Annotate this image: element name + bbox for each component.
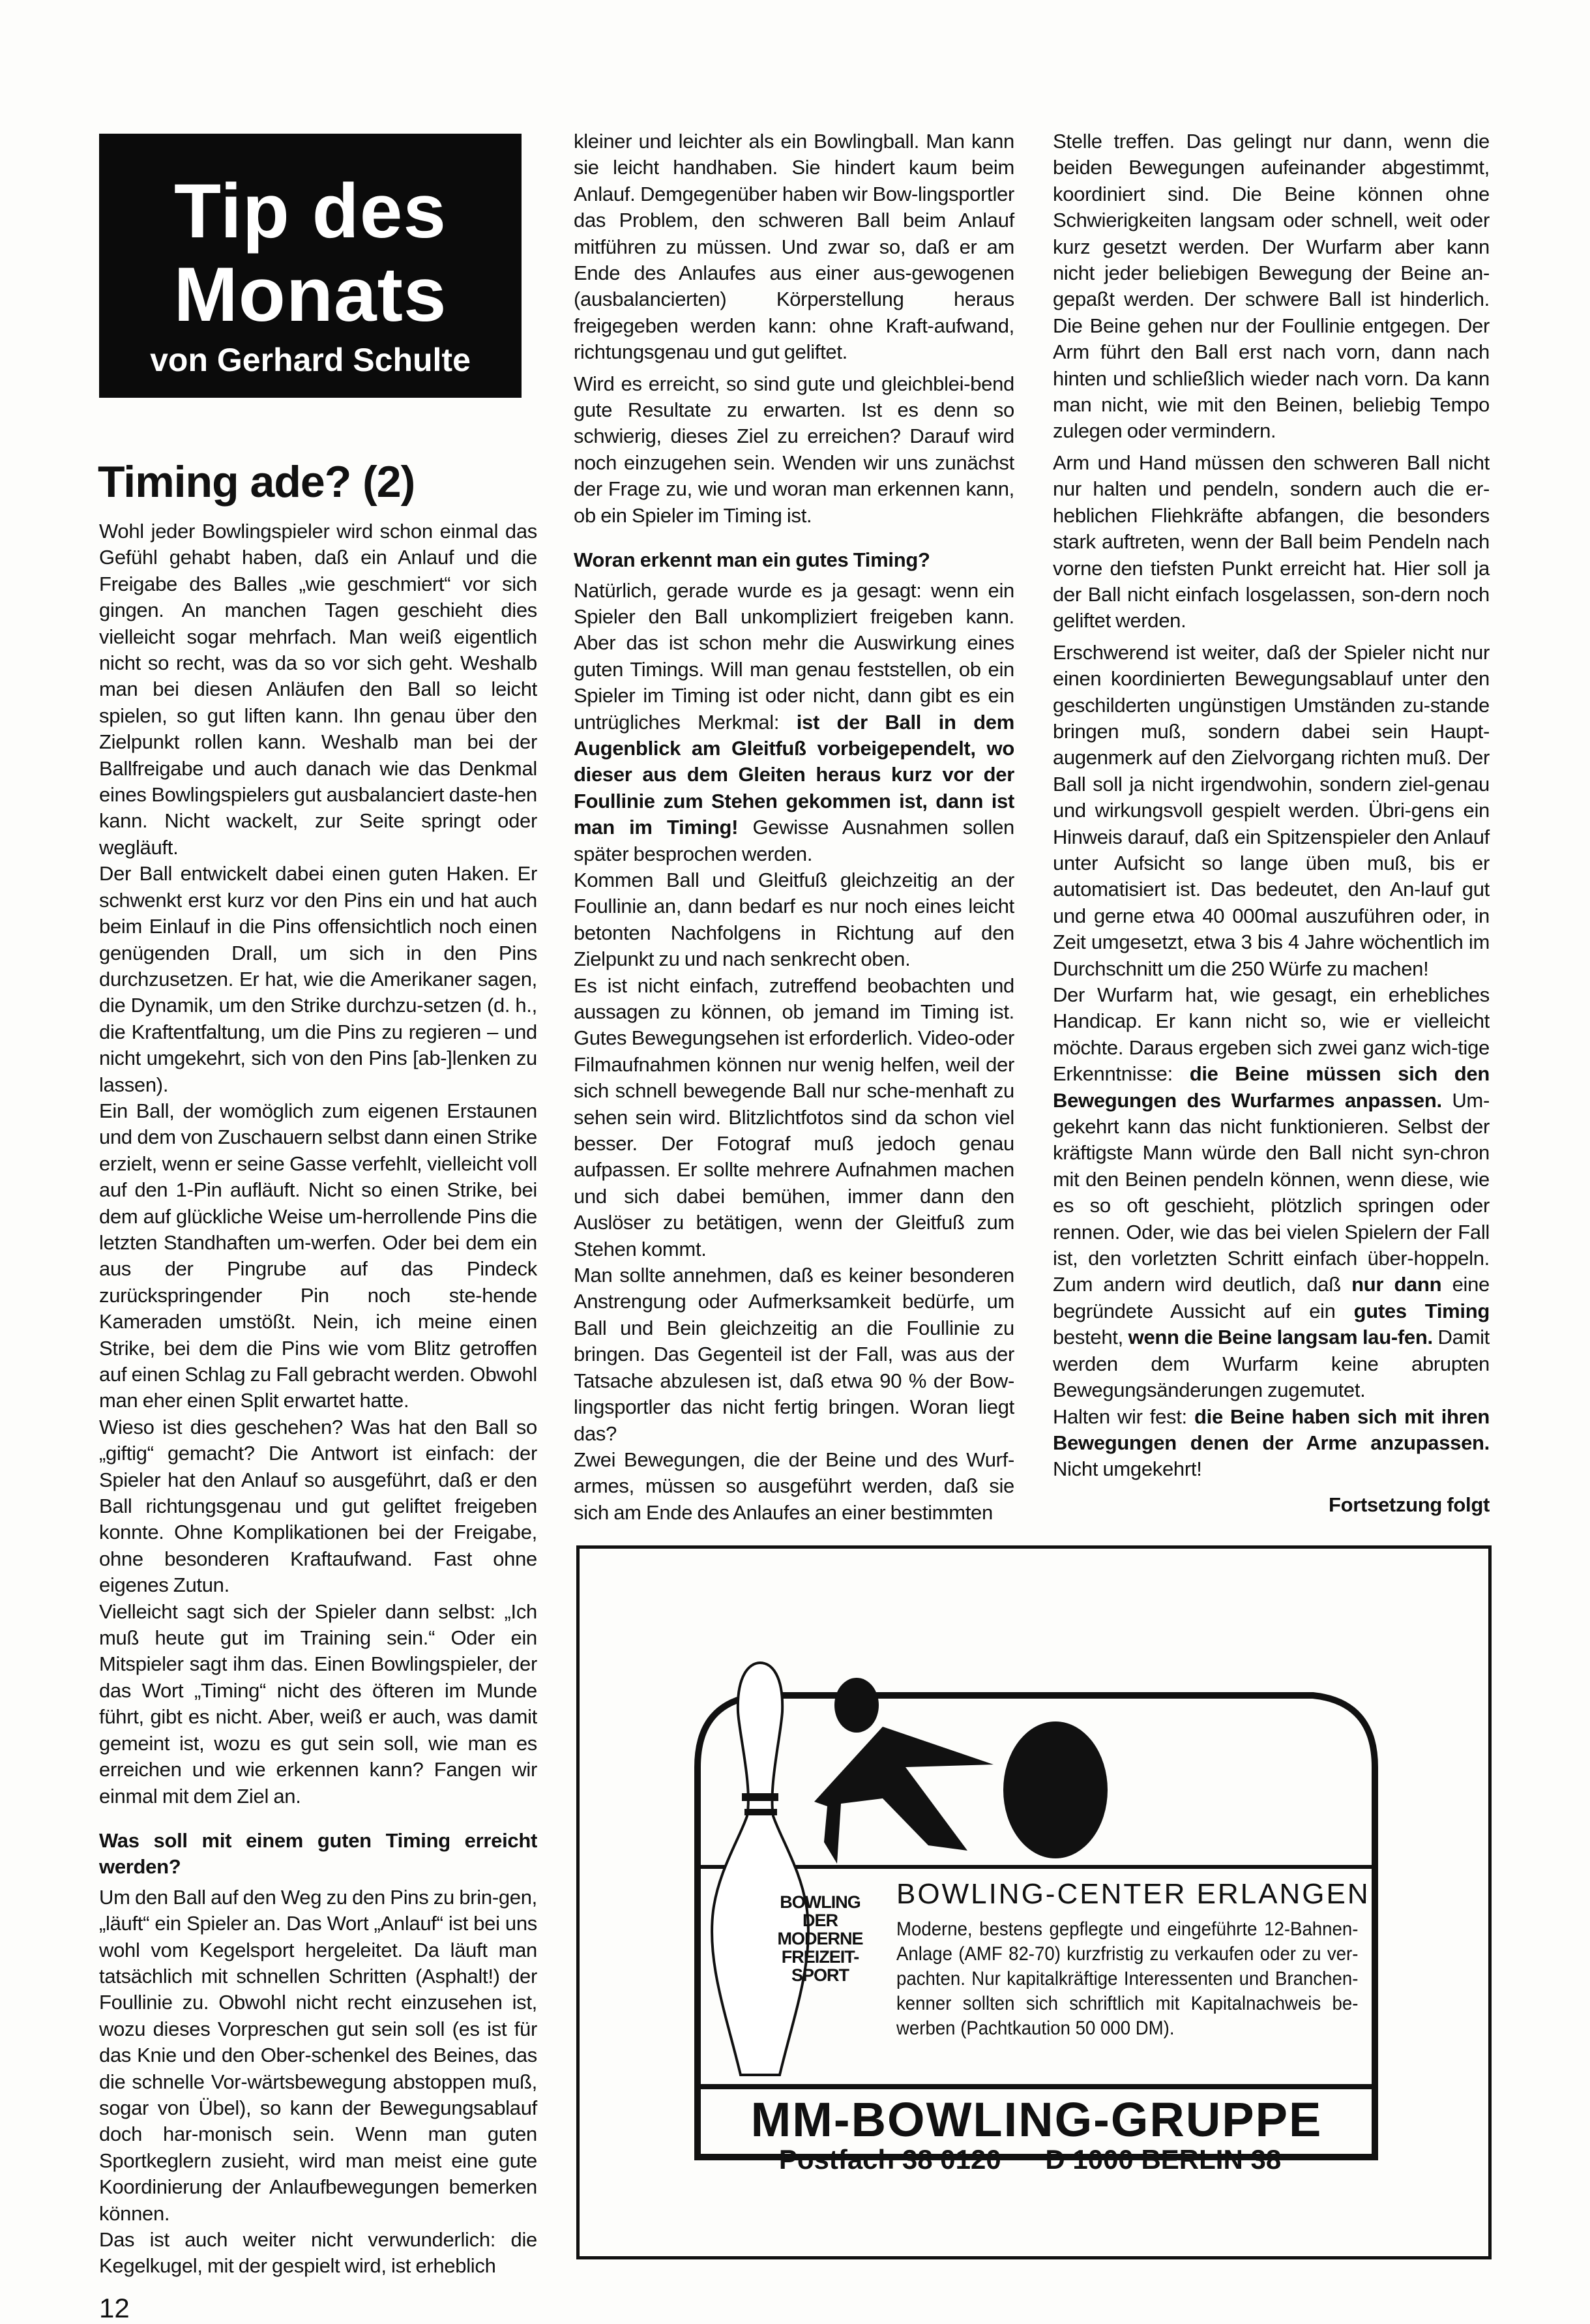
pin-slogan: [771, 1893, 869, 1984]
column-title-box: [99, 134, 522, 398]
pin-slogan-line: BOWLING: [780, 1892, 861, 1912]
text-run: eine begründete Aussicht auf ein: [1053, 1273, 1490, 1322]
paragraph: [574, 578, 1014, 867]
paragraph: Kommen Ball und Gleitfuß gleichzeitig an der Foullinie an, dann bedarf es nur noch eines leicht betonten Nachfolgens in Richtung auf den Zielpunkt zu und nach senkrecht oben.: [574, 868, 1014, 971]
emphasis: nur dann: [1351, 1273, 1442, 1296]
article-headline: Timing ade? (2): [98, 457, 415, 507]
section-subheading: Woran erkennt man ein gutes Timing?: [574, 548, 930, 572]
column-author: von Gerhard Schulte: [150, 342, 471, 378]
emphasis: die Beine müssen sich den Bewegungen des Wurfarmes anpassen.: [1053, 1062, 1490, 1112]
ad-postfach: Postfach 38 0120: [778, 2144, 1001, 2175]
text-run: Natürlich, gerade wurde es ja gesagt: wenn ein Spieler den Ball unkompliziert freigeben kann. Aber das ist schon mehr die Auswirkung eines guten Timings. Will man genau feststellen, ob ein Spieler im Timing ist oder nicht, dann gibt es ein untrügliches Merkmal:: [574, 578, 1014, 734]
pin-slogan-line: DER: [802, 1911, 838, 1930]
text-run: Damit werden dem Wurfarm keine abrupten Bewegungsänderungen zugemutet.: [1053, 1326, 1490, 1402]
article-column-left: [99, 518, 537, 2280]
paragraph: [1053, 982, 1490, 1404]
paragraph: Der Ball entwickelt dabei einen guten Haken. Er schwenkt erst kurz vor den Pins ein und hat auch beim Einlauf in die Pins offensichtlich noch einen genügenden Drall, um sich in den Pins durchzusetzen. Er hat, wie die Amerikaner sagen, die Dynamik, um den Strike durchzu-setzen (d. h., die Kraftentfaltung, um die Pins zu regieren – und nicht umgekehrt, sich von den Pins [ab-]lenken zu lassen).: [99, 862, 537, 1096]
paragraph: Erschwerend ist weiter, daß der Spieler nicht nur einen koordinierten Bewegungsablauf unter den geschilderten ungünstigen Umständen zu-stande bringen muß, sondern dabei sein Haupt-augenmerk auf den Zielvorgang richten muß. Der Ball soll ja nicht irgendwohin, sondern ziel-genau und wirkungsvoll gespielt werden. Übri-gens ein Hinweis darauf, daß ein Spitzenspieler den Anlauf unter Aufsicht so lange üben muß, bis er automatisiert ist. Das bedeutet, den An-lauf gut und gerne etwa 40 000mal auszuführen oder, in Zeit umgesetzt, etwa 3 bis 4 Jahre wöchentlich im Durchschnitt um die 250 Würfe zu machen!: [1053, 640, 1490, 980]
ad-city: D 1000 BERLIN 38: [1045, 2144, 1282, 2175]
emphasis: wenn die Beine langsam lau-fen.: [1128, 1326, 1433, 1349]
ad-body: Moderne, bestens gepflegte und eingeführte 12-Bahnen-Anlage (AMF 82-70) kurzfristig zu verkaufen oder zu ver-pachten. Nur kapitalkräftige Interessenten und Branchen-kenner sollten sich schriftlich mit Kapitalnachweis be-werben (Pachtkaution 50 000 DM).: [896, 1918, 1359, 2039]
ad-company-name: MM-BOWLING-GRUPPE: [750, 2093, 1323, 2147]
pin-slogan-line: FREIZEIT-: [781, 1947, 859, 1967]
bowler-body-icon: [814, 1727, 994, 1864]
bowler-head-icon: [834, 1678, 879, 1733]
paragraph: Es ist nicht einfach, zutreffend beobachten und aussagen zu können, ob jemand im Timing ist. Gutes Bewegungsehen ist erforderlich. Video-oder Filmaufnahmen können nur wenig helfen, weil der sich schnell bewegende Ball nur sche-menhaft zu sehen sein wird. Blitzlichtfotos sind da schon viel besser. Der Fotograf muß jedoch genau aufpassen. Er sollte mehrere Aufnahmen machen und sich dabei bemühen, immer dann den Auslöser zu betätigen, wenn der Gleitfuß zum Stehen kommt.: [574, 974, 1014, 1260]
text-run: Der Wurfarm hat, wie gesagt, ein erhebliches Handicap. Er kann nicht so, wie er vielleicht möchte. Daraus ergeben sich zwei ganz wich-tige Erkenntnisse:: [1053, 983, 1490, 1086]
bowling-ball-icon: [1003, 1721, 1108, 1858]
text-run: besteht,: [1053, 1326, 1128, 1349]
page-number: 12: [99, 2293, 130, 2323]
text-run: Nicht umgekehrt!: [1053, 1457, 1202, 1481]
paragraph: [1053, 1404, 1490, 1483]
paragraph: Man sollte annehmen, daß es keiner besonderen Anstrengung oder Aufmerksamkeit bedürfe, um Ball und Bein gleichzeitig an die Foullinie zu bringen. Das Gegenteil ist der Fall, was aus der Tatsache abzulesen ist, daß etwa 90 % der Bow-lingsportler das nicht fertig bringen. Woran liegt das?: [574, 1264, 1014, 1445]
emphasis: gutes Timing: [1353, 1299, 1490, 1322]
article-column-right: [1053, 128, 1490, 1518]
ad-headline: BOWLING-CENTER ERLANGEN: [896, 1878, 1370, 1910]
ad-address: [704, 2144, 1356, 2175]
pin-slogan-line: MODERNE: [777, 1929, 863, 1948]
text-run: Gewisse Ausnahmen sollen später besprochen werden.: [574, 816, 1014, 865]
article-column-middle: [574, 128, 1014, 1526]
bowling-pin-icon: [712, 1663, 808, 2075]
continued-note: Fortsetzung folgt: [1328, 1493, 1490, 1516]
paragraph: Das ist auch weiter nicht verwunderlich: die Kegelkugel, mit der gespielt wird, ist erheblich: [99, 2228, 537, 2278]
paragraph: Zwei Bewegungen, die der Beine und des Wurf-armes, müssen so ausgeführt werden, daß sie sich am Ende des Anlaufes an einer bestimmten: [574, 1448, 1014, 1524]
pin-slogan-line: SPORT: [791, 1965, 849, 1985]
paragraph: Arm und Hand müssen den schweren Ball nicht nur halten und pendeln, sondern auch die er-heblichen Fliehkräfte abfangen, die besonders stark auftreten, wenn der Ball beim Pendeln nach vorne den tiefsten Punkt erreicht hat. Hier soll ja der Ball nicht einfach losgelassen, son-dern noch geliftet werden.: [1053, 451, 1490, 633]
paragraph: Um den Ball auf den Weg zu den Pins zu brin-gen, „läuft“ ein Spieler an. Das Wort „Anlauf“ ist bei uns wohl vom Kegelsport hergeleitet. Da läuft man tatsächlich mit schnellen Schritten (Asphalt!) der Foullinie zu. Obwohl nicht recht einzusehen ist, wozu dieses Vorpreschen gut sein soll (es ist für das Knie und den Ober-schenkel des Beines, das die schnelle Vor-wärtsbewegung abstoppen muß, sogar von Übel), so kann der Bewegungsablauf doch har-monisch sein. Wenn man guten Sportkeglern zusieht, wird man meist eine gute Koordinierung der Anlaufbewegungen bemerken können.: [99, 1885, 537, 2225]
pin-stripe: [742, 1793, 778, 1801]
paragraph: Wird es erreicht, so sind gute und gleichblei-bend gute Resultate zu erwarten. Ist es denn so schwierig, dieses Ziel zu erreichen? Darauf wird noch einzugehen sein. Wenden wir uns zunächst der Frage zu, wie und woran man erkennen kann, ob ein Spieler im Timing ist.: [574, 372, 1014, 527]
emphasis: ist der Ball in dem Augenblick am Gleitfuß vorbeigependelt, wo dieser aus dem Gleiten heraus kurz vor der Foullinie zum Stehen gekommen ist, dann ist man im Timing!: [574, 710, 1014, 839]
paragraph: Wohl jeder Bowlingspieler wird schon einmal das Gefühl gehabt haben, daß ein Anlauf und die Freigabe des Balles „wie geschmiert“ vor sich gingen. An manchen Tagen geschieht dies vielleicht sogar mehrfach. Man weiß eigentlich nicht so recht, was da so vor sich geht. Weshalb man bei diesen Anläufen den Ball so leicht spielen, so gut liften kann. Ihn genau über den Zielpunkt rollen kann. Weshalb man bei der Ballfreigabe und auch danach wie das Denkmal eines Bowlingspielers gut ausbalanciert daste-hen kann. Nicht wackelt, zur Seite springt oder wegläuft.: [99, 520, 537, 859]
pin-stripe: [744, 1809, 777, 1815]
paragraph: Ein Ball, der womöglich zum eigenen Erstaunen und dem von Zuschauern selbst dann einen Strike erzielt, wenn er seine Gasse verfehlt, vielleicht voll auf den 1-Pin aufläuft. Nicht so einen Strike, bei dem auf glückliche Weise um-herrollende Pins die letzten Standhaften um-werfen. Oder bei dem ein aus der Pingrube auf das Pindeck zurückspringender Pin noch ste-hende Kameraden umstößt. Nein, ich meine einen Strike, bei dem die Pins wie vom Blitz getroffen auf einen Schlag zu Fall gebracht werden. Obwohl man eher einen Split erwartet hatte.: [99, 1099, 537, 1412]
paragraph: kleiner und leichter als ein Bowlingball. Man kann sie leicht handhaben. Sie hindert kaum beim Anlauf. Demgegenüber haben wir Bow-lingsportler das Problem, den schweren Ball beim Anlauf mitführen zu müssen. Und zwar so, daß er am Ende des Anlaufes aus einer aus-gewogenen (ausbalancierten) Körperstellung heraus freigegeben werden kann: ohne Kraft-aufwand, richtungsgenau und gut geliftet.: [574, 130, 1014, 364]
paragraph: Vielleicht sagt sich der Spieler dann selbst: „Ich muß heute gut im Training sein.“ Oder ein Mitspieler sagt ihm das. Einen Bowlingspieler, der das Wort „Timing“ nicht des öfteren im Munde führt, gibt es nicht. Aber, weiß er auch, was damit gemeint ist, wozu es gut sein soll, wie man es erreichen und wie erkennen kann? Fangen wir einmal mit dem Ziel an.: [99, 1600, 537, 1808]
column-title: Tip des Monats: [173, 168, 447, 338]
text-run: Um-gekehrt kann das nicht funktionieren. Selbst der kräftigste Mann würde den Ball nicht syn-chron mit den Beinen pendeln können, wenn diese, wie es so oft geschieht, plötzlich springen oder rennen. Oder, wie das bei vielen Spielern der Fall ist, den vorletzten Schritt einfach über-hoppeln. Zum andern wird deutlich, daß: [1053, 1088, 1490, 1296]
section-subheading: Was soll mit einem guten Timing erreicht werden?: [99, 1828, 537, 1879]
paragraph: Wieso ist dies geschehen? Was hat den Ball so „giftig“ gemacht? Die Antwort ist einfach: der Spieler hat den Anlauf so ausgeführt, daß er den Ball richtungsgenau und gut geliftet freigeben konnte. Ohne Komplikationen bei der Freigabe, ohne besonderen Kraftaufwand. Fast ohne eigenes Zutun.: [99, 1415, 537, 1597]
advertisement: [576, 1545, 1492, 2259]
paragraph: Stelle treffen. Das gelingt nur dann, wenn die beiden Bewegungen aufeinander abgestimmt, koordiniert sind. Die Beine können ohne Schwierigkeiten langsam oder schnell, weit oder kurz gesetzt werden. Der Wurfarm aber kann nicht jeder beliebigen Bewegung der Beine an-gepaßt werden. Der schwere Ball ist hinderlich. Die Beine gehen nur der Foullinie entgegen. Der Arm führt den Ball erst nach vorn, dann nach hinten und schließlich wieder nach vorn. Da kann man nicht, wie mit den Beinen, beliebig Tempo zulegen oder vermindern.: [1053, 130, 1490, 443]
text-run: Halten wir fest:: [1053, 1405, 1194, 1428]
emphasis: die Beine haben sich mit ihren Bewegungen denen der Arme anzupassen.: [1053, 1405, 1490, 1454]
